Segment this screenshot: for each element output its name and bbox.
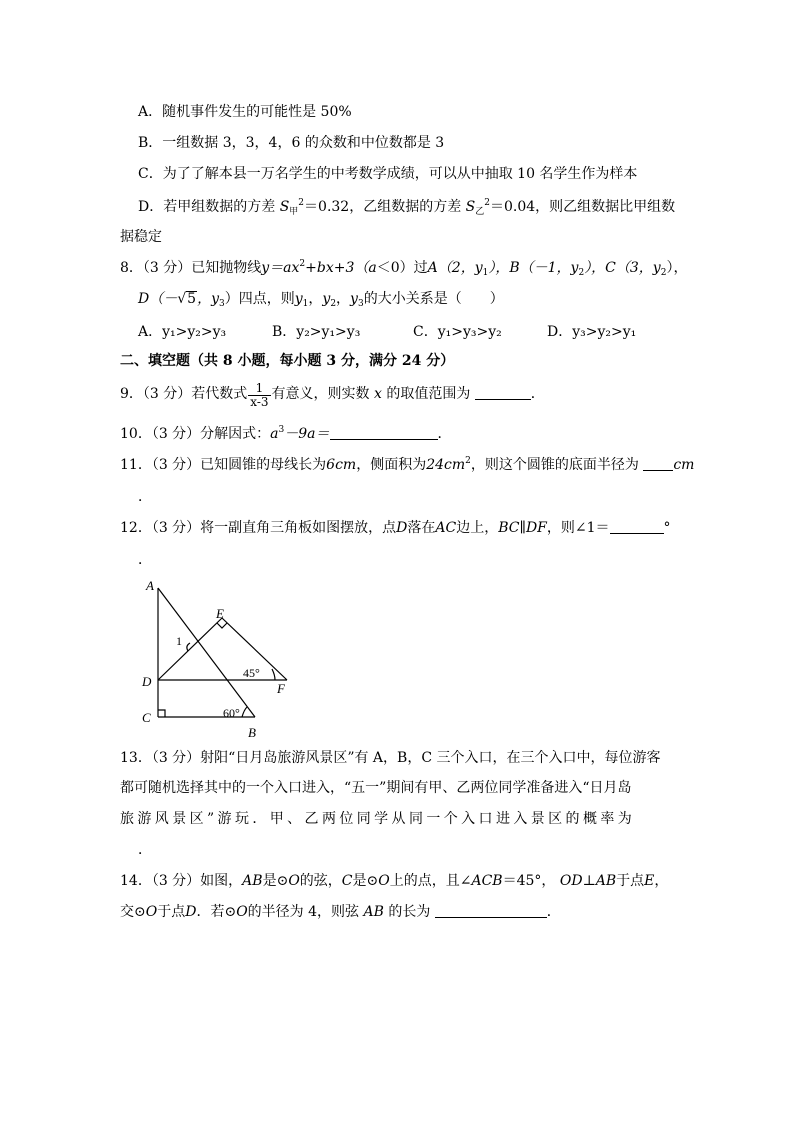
- label-B: B: [248, 725, 256, 740]
- q8-option-b: B．y₂>y₁>y₃: [272, 324, 361, 340]
- right-angle-c: [158, 710, 165, 717]
- label-E: E: [216, 606, 224, 621]
- q7-option-a: A．随机事件发生的可能性是 50%: [138, 104, 352, 120]
- label-A: A: [146, 578, 154, 593]
- label-C: C: [142, 710, 151, 725]
- q12: 12．（3 分）将一副直角三角板如图摆放，点D落在AC边上，BC∥DF，则∠1＝ °: [120, 520, 671, 536]
- label-D: D: [142, 674, 152, 689]
- q9: 9．（3 分）若代数式 $\frac{1}{x-3}$ 有意义，则实数 x 的取值范围为 ．: [120, 381, 545, 409]
- q7-option-c: C．为了了解本县一万名学生的中考数学成绩，可以从中抽取 10 名学生作为样本: [138, 166, 638, 182]
- label-60: 60°: [223, 706, 240, 720]
- q8-line1: 8．（3 分）已知抛物线$y=ax^2+bx+3(a<0)$过A（2，$y_1$），B（－1，$y_2$），C（3，$y_2$），: [120, 259, 688, 278]
- answer-blank[interactable]: [475, 385, 531, 400]
- q11-end: ．: [138, 489, 152, 505]
- label-angle1: 1: [176, 634, 182, 648]
- answer-blank[interactable]: [330, 425, 438, 440]
- right-angle-e: [217, 623, 227, 628]
- angle60-arc: [242, 707, 247, 717]
- q11: 11．（3 分）已知圆锥的母线长为6cm，侧面积为$24cm^2$，则这个圆锥的底面半径为 cm: [120, 456, 695, 473]
- q13-line2: 都可随机选择其中的一个入口进入，“五一”期间有甲、乙两位同学准备进入“日月岛: [120, 780, 632, 796]
- q13-end: ．: [138, 842, 152, 858]
- triangle-figure: [138, 574, 298, 744]
- line-ab: [158, 588, 255, 717]
- q7-option-b: B．一组数据 3，3，4，6 的众数和中位数都是 3: [138, 135, 445, 151]
- q10: 10．（3 分）分解因式：$a^3-9a=$ ．: [120, 425, 452, 442]
- angle45-arc: [272, 669, 275, 680]
- q8-line2: D（－√5，$y_3$）四点，则$y_1$，$y_2$，$y_3$的大小关系是（ ）: [138, 291, 504, 309]
- q14-line2: 交⊙O于点D．若⊙O的半径为 4，则弦 AB 的长为 ．: [120, 904, 561, 920]
- q8-option-a: A．y₁>y₂>y₃: [138, 324, 227, 340]
- q7-option-d-cont: 据稳定: [120, 229, 162, 245]
- q14-line1: 14．（3 分）如图，AB是⊙O的弦，C是⊙O上的点，且∠ACB＝45°， OD⊥AB于点E，: [120, 873, 669, 889]
- answer-blank[interactable]: [435, 903, 547, 918]
- q7-option-d: D．若甲组数据的方差 $S_甲^2=0.32$，乙组数据的方差 $S_乙^2=0.04$，则乙组数据比甲组数: [138, 198, 676, 217]
- q13-line1: 13．（3 分）射阳“日月岛旅游风景区”有 A，B，C 三个入口，在三个入口中，每位游客: [120, 750, 661, 766]
- label-45: 45°: [243, 666, 260, 680]
- section-heading: 二、填空题（共 8 小题，每小题 3 分，满分 24 分）: [120, 353, 455, 369]
- q8-option-d: D．y₃>y₂>y₁: [547, 324, 637, 340]
- q12-end: ．: [138, 552, 152, 568]
- line-de: [158, 618, 222, 680]
- answer-blank[interactable]: [610, 519, 664, 534]
- label-F: F: [277, 681, 285, 696]
- answer-blank[interactable]: [643, 456, 673, 471]
- q13-line3: 旅游风景区”游玩．甲、乙两位同学从同一个入口进入景区的概率为: [120, 811, 636, 827]
- q8-option-c: C．y₁>y₃>y₂: [413, 324, 502, 340]
- q9-fraction: $\frac{1}{x-3}$: [250, 381, 269, 409]
